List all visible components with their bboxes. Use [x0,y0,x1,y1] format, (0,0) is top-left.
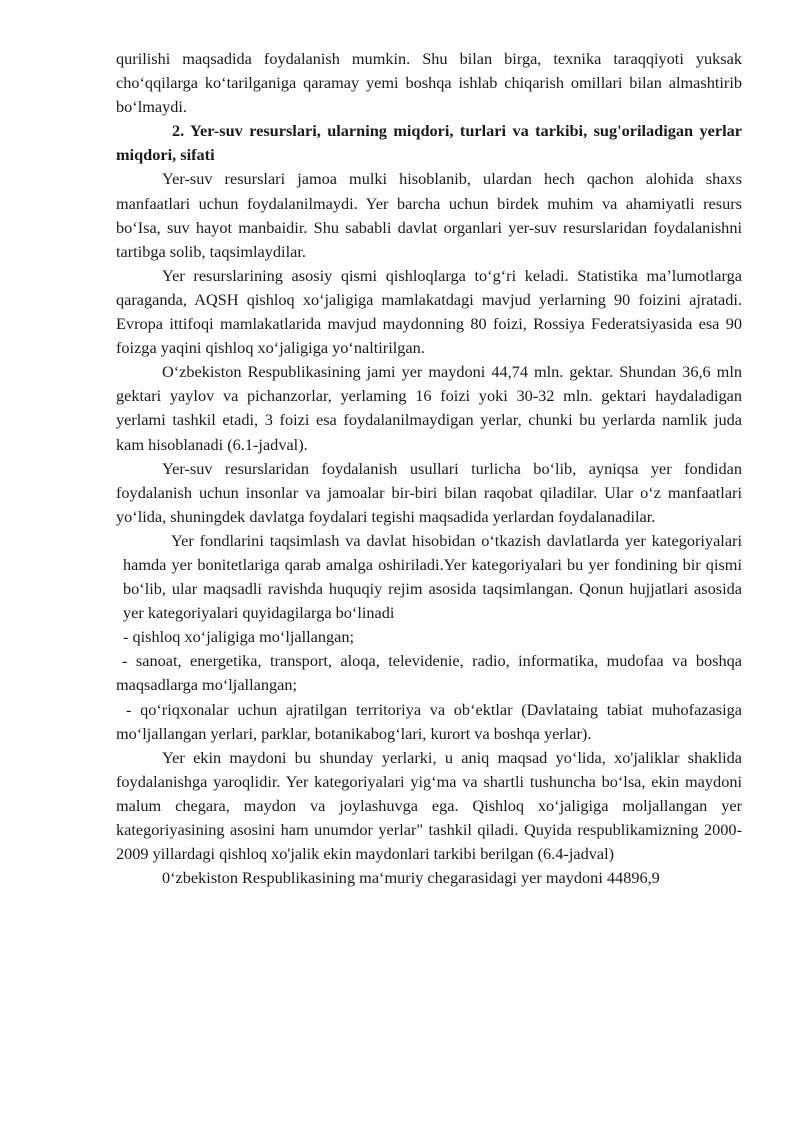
list-item: - qo‘riqxonalar uchun ajratilgan territoriya va ob‘ektlar (Davlataing tabiat muhofazasiga mo‘ljallangan yerlari, parklar, botanikabog‘lari, kurort va boshqa yerlar). [116,699,742,743]
document-page [116,47,742,890]
paragraph-land-categories: Yer fondlarini taqsimlash va davlat hisobidan o‘tkazish davlatlarda yer kategoriyalari hamda yer bonitetlariga qarab amalga oshiriladi.Yer kategoriyalari bu yer fondining bir qismi bo‘lib, ular maqsadli ravishda huquqiy rejim asosida taqsimlangan. Qonun hujjatlari asosida yer kategoriyalari quyidagilarga bo‘linadi [123,530,742,623]
list-item: - sanoat, energetika, transport, aloqa, televidenie, radio, informatika, mudofaa va boshqa maqsadlarga mo‘ljallangan; [116,651,742,695]
paragraph-continuation: qurilishi maqsadida foydalanish mumkin. Shu bilan birga, texnika taraqqiyoti yuksak cho‘qqilarga ko‘tarilganiga qaramay yemi boshqa ishlab chiqarish omillari bilan almashtirib bo‘lmaydi. [116,49,742,117]
paragraph: O‘zbekiston Respublikasining jami yer maydoni 44,74 mln. gektar. Shundan 36,6 mln gektari yaylov va pichanzorlar, yerlaming 16 foizi yoki 30-32 mln. gektari haydaladigan yerlami tashkil etadi, 3 foizi esa foydalanilmaydigan yerlar, chunki bu yerlarda namlik juda kam hisoblanadi (6.1-jadval). [116,362,742,454]
paragraph: Yer ekin maydoni bu shunday yerlarki, u aniq maqsad yo‘lida, xo'jaliklar shaklida foydalanishga yaroqlidir. Yer kategoriyalari yig‘ma va shartli tushuncha bo‘lsa, ekin maydoni malum chegara, maydon va joylashuvga ega. Qishloq xo‘jaligiga moljallangan yer kategoriyasining asosini ham unumdor yerlar" tashkil qiladi. Quyida respublikamizning 2000-2009 yillardagi qishloq xo'jalik ekin maydonlari tarkibi berilgan (6.4-jadval) [116,747,742,864]
paragraph: Yer resurslarining asosiy qismi qishloqlarga to‘g‘ri keladi. Statistika ma’lumotlarga qaraganda, AQSH qishloq xo‘jaligiga mamlakatdagi mavjud yerlarning 90 foizini ajratadi. Evropa ittifoqi mamlakatlarida mavjud maydonning 80 foizi, Rossiya Federatsiyasida esa 90 foizga yaqini qishloq xo‘jaligiga yo‘naltirilgan. [116,265,742,358]
paragraph-truncated: 0‘zbekiston Respublikasining ma‘muriy chegarasidagi yer maydoni 44896,9 [162,868,660,888]
list-item: - qishloq xo‘jaligiga mo‘ljallangan; [123,627,355,647]
paragraph: Yer-suv resurslaridan foydalanish usullari turlicha bo‘lib, ayniqsa yer fondidan foydalanish uchun insonlar va jamoalar bir-biri bilan raqobat qiladilar. Ular o‘z manfaatlari yo‘lida, shuningdek davlatga foydalari tegishi maqsadida yerlardan foydalanadilar. [116,458,742,526]
section-heading: 2. Yer-suv resurslari, ularning miqdori, turlari va tarkibi, sug'oriladigan yerlar miqdori, sifati [116,121,742,165]
paragraph: Yer-suv resurslari jamoa mulki hisoblanib, ulardan hech qachon alohida shaxs manfaatlari uchun foydalanilmaydi. Yer barcha uchun birdek muhim va ahamiyatli resurs bo‘Isa, suv hayot manbaidir. Shu sababli davlat organlari yer-suv resurslaridan foydalanishni tartibga solib, taqsimlaydilar. [116,169,742,261]
